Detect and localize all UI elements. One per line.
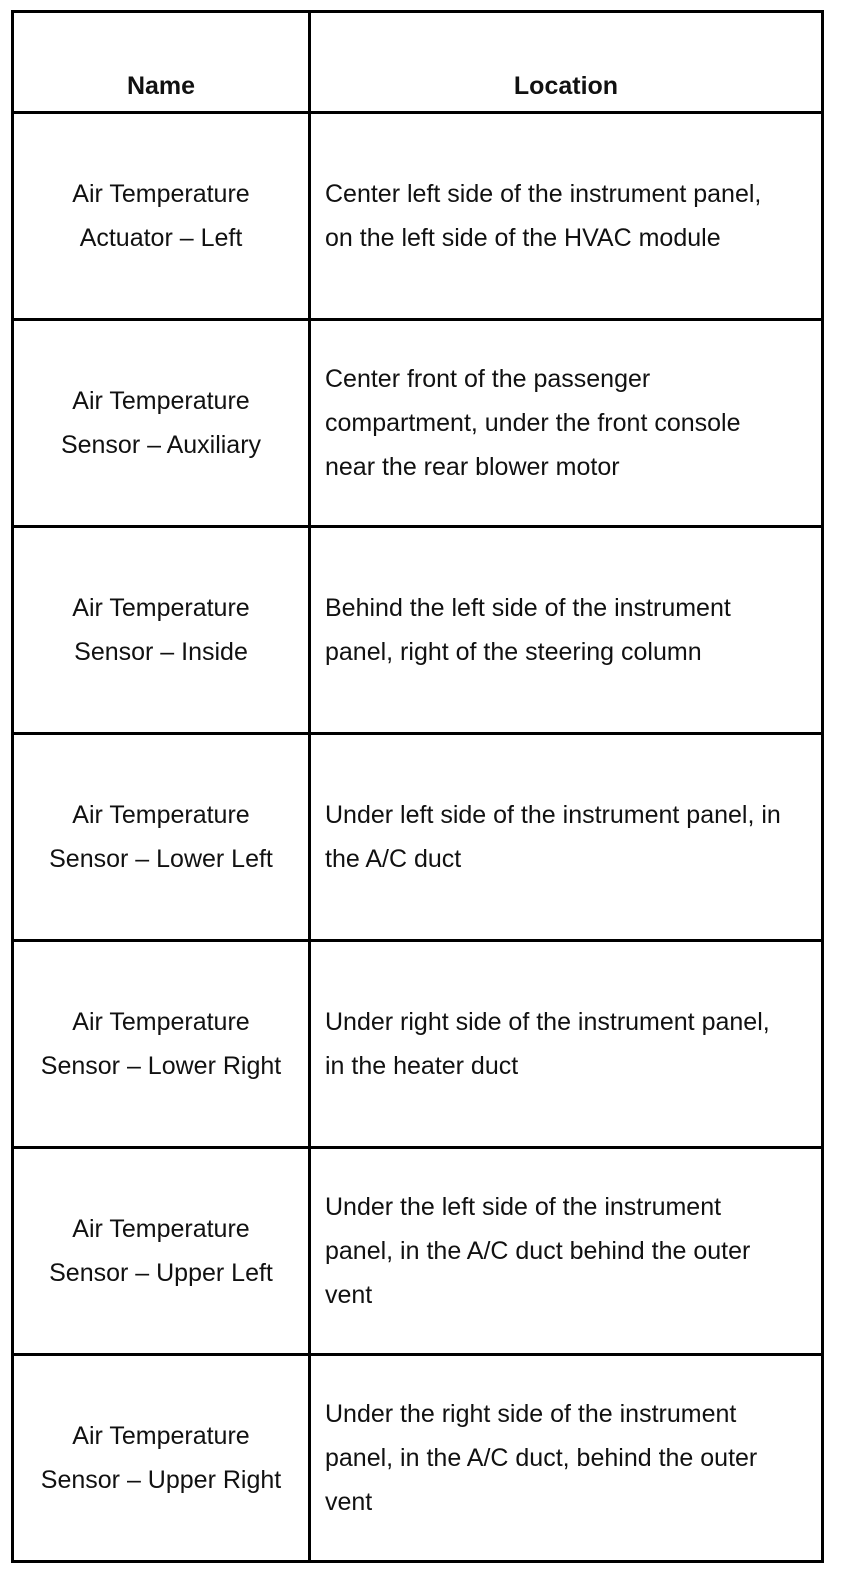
name-cell xyxy=(13,1148,310,1355)
table-row xyxy=(13,1148,823,1355)
location-cell xyxy=(310,320,823,527)
table-header-row xyxy=(13,12,823,113)
location-cell xyxy=(310,734,823,941)
name-cell xyxy=(13,113,310,320)
component-location-table xyxy=(11,10,824,1563)
location-cell xyxy=(310,941,823,1148)
table-row xyxy=(13,113,823,320)
component-name: Air Temperature Sensor – Auxiliary xyxy=(60,387,262,459)
component-name: Air Temperature Sensor – Upper Left xyxy=(49,1215,273,1287)
table-row xyxy=(13,734,823,941)
component-name: Air Temperature Sensor – Inside xyxy=(72,594,250,666)
location-cell xyxy=(310,1148,823,1355)
column-header-name: Name xyxy=(13,12,310,113)
location-cell xyxy=(310,1355,823,1562)
name-cell xyxy=(13,527,310,734)
table-row xyxy=(13,1355,823,1562)
component-name: Air Temperature Actuator – Left xyxy=(72,180,250,252)
component-location: Under right side of the instrument panel, in the heater duct xyxy=(325,1008,770,1080)
component-location: Center front of the passenger compartment, under the front console near the rear blower motor xyxy=(325,365,741,481)
component-name: Air Temperature Sensor – Upper Right xyxy=(40,1422,282,1494)
location-cell xyxy=(310,527,823,734)
component-name: Air Temperature Sensor – Lower Right xyxy=(40,1008,282,1080)
component-location-table-wrapper xyxy=(11,10,821,1563)
component-location: Under left side of the instrument panel, in the A/C duct xyxy=(325,801,781,873)
component-name: Air Temperature Sensor – Lower Left xyxy=(49,801,273,873)
name-cell xyxy=(13,320,310,527)
name-cell xyxy=(13,734,310,941)
name-cell xyxy=(13,941,310,1148)
component-location: Center left side of the instrument panel, on the left side of the HVAC module xyxy=(325,180,762,252)
location-cell xyxy=(310,113,823,320)
table-row xyxy=(13,320,823,527)
component-location: Behind the left side of the instrument panel, right of the steering column xyxy=(325,594,731,666)
component-location: Under the left side of the instrument panel, in the A/C duct behind the outer vent xyxy=(325,1193,751,1309)
table-row xyxy=(13,527,823,734)
column-header-location: Location xyxy=(310,12,823,113)
component-location: Under the right side of the instrument panel, in the A/C duct, behind the outer vent xyxy=(325,1400,758,1516)
table-row xyxy=(13,941,823,1148)
name-cell xyxy=(13,1355,310,1562)
